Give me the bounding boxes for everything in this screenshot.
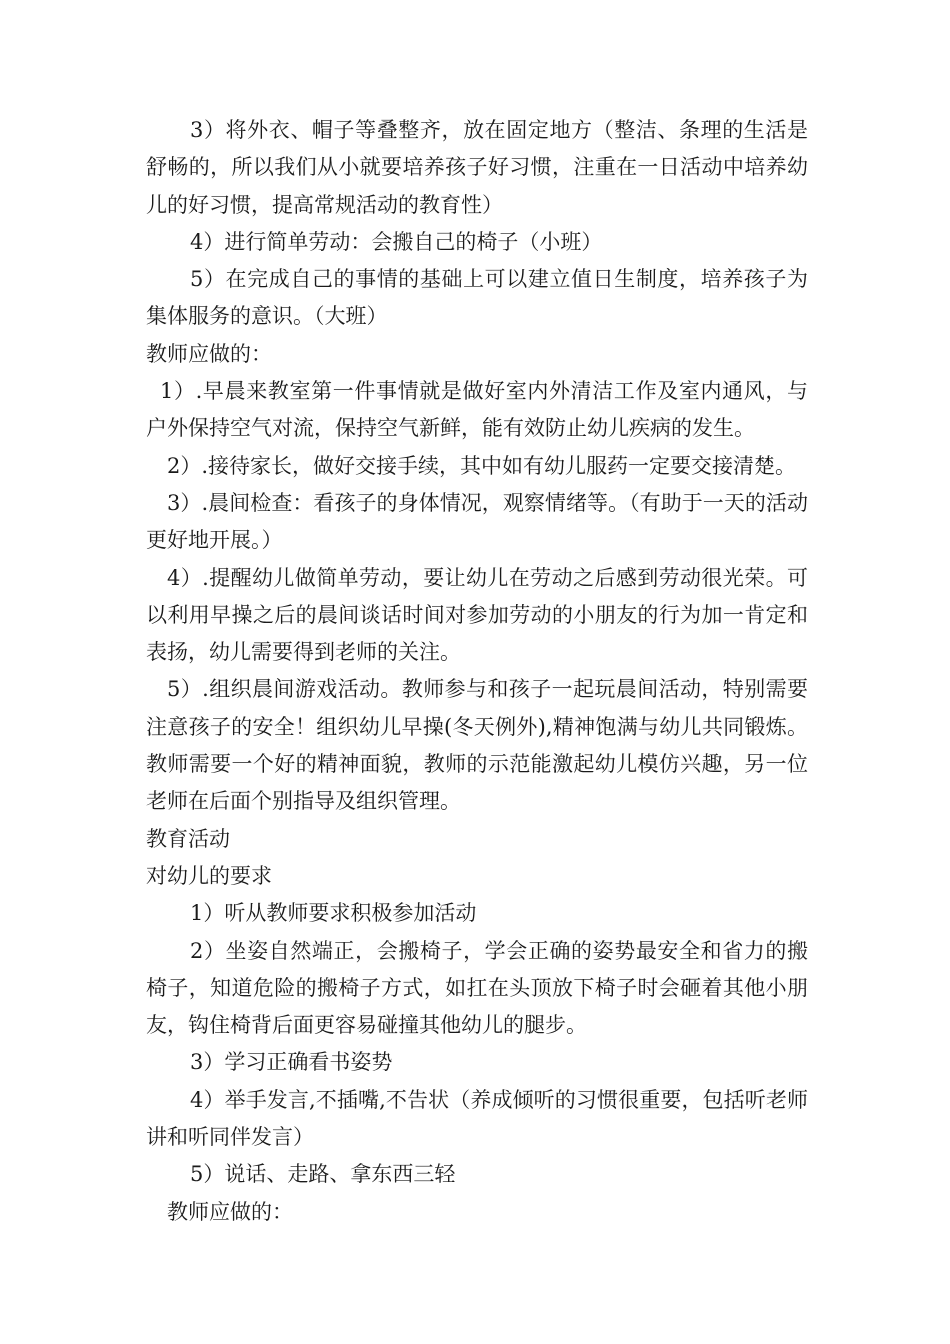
paragraph-req-4-raise-hand: 4）举手发言,不插嘴,不告状（养成倾听的习惯很重要，包括听老师讲和听同伴发言） (146, 1087, 808, 1150)
heading-education-activity: 教育活动 (146, 826, 230, 851)
paragraph-teacher-4-labor: 4）.提醒幼儿做简单劳动，要让幼儿在劳动之后感到劳动很光荣。可以利用早操之后的晨间谈话时间对参加劳动的小朋友的行为加一肯定和表扬，幼儿需要得到老师的关注。 (146, 565, 808, 665)
paragraph-item-3-coats: 3）将外衣、帽子等叠整齐，放在固定地方（整洁、条理的生活是舒畅的，所以我们从小就要培养孩子好习惯，注重在一日活动中培养幼儿的好习惯，提高常规活动的教育性） (146, 118, 808, 217)
heading-teacher-should-do-2: 教师应做的： (167, 1199, 293, 1224)
heading-requirements-for-children: 对幼儿的要求 (146, 863, 272, 888)
paragraph-req-5-quiet: 5）说话、走路、拿东西三轻 (190, 1162, 456, 1187)
paragraph-teacher-1-cleaning: 1）.早晨来教室第一件事情就是做好室内外清洁工作及室内通风，与户外保持空气对流，保持空气新鲜，能有效防止幼儿疾病的发生。 (146, 379, 808, 441)
heading-teacher-should-do: 教师应做的： (146, 341, 272, 366)
paragraph-teacher-3-check: 3）.晨间检查：看孩子的身体情况，观察情绪等。（有助于一天的活动更好地开展。） (146, 490, 808, 553)
paragraph-teacher-5-games: 5）.组织晨间游戏活动。教师参与和孩子一起玩晨间活动，特别需要注意孩子的安全！组织幼儿早操(冬天例外),精神饱满与幼儿共同锻炼。教师需要一个好的精神面貌，教师的示范能激起幼儿模仿兴趣，另一位老师在后面个别指导及组织管理。 (146, 677, 808, 814)
paragraph-req-1-listen: 1）听从教师要求积极参加活动 (190, 901, 477, 926)
paragraph-item-5-duty-system: 5）在完成自己的事情的基础上可以建立值日生制度，培养孩子为集体服务的意识。（大班） (146, 267, 808, 329)
paragraph-item-4-simple-labor: 4）进行简单劳动：会搬自己的椅子（小班） (190, 229, 603, 254)
paragraph-req-2-posture: 2）坐姿自然端正，会搬椅子，学会正确的姿势最安全和省力的搬椅子，知道危险的搬椅子方式，如扛在头顶放下椅子时会砸着其他小朋友，钩住椅背后面更容易碰撞其他幼儿的腿步。 (146, 938, 808, 1038)
paragraph-teacher-2-parents: 2）.接待家长，做好交接手续，其中如有幼儿服药一定要交接清楚。 (167, 453, 797, 478)
document-body (146, 112, 808, 1231)
paragraph-req-3-reading: 3）学习正确看书姿势 (190, 1050, 393, 1075)
